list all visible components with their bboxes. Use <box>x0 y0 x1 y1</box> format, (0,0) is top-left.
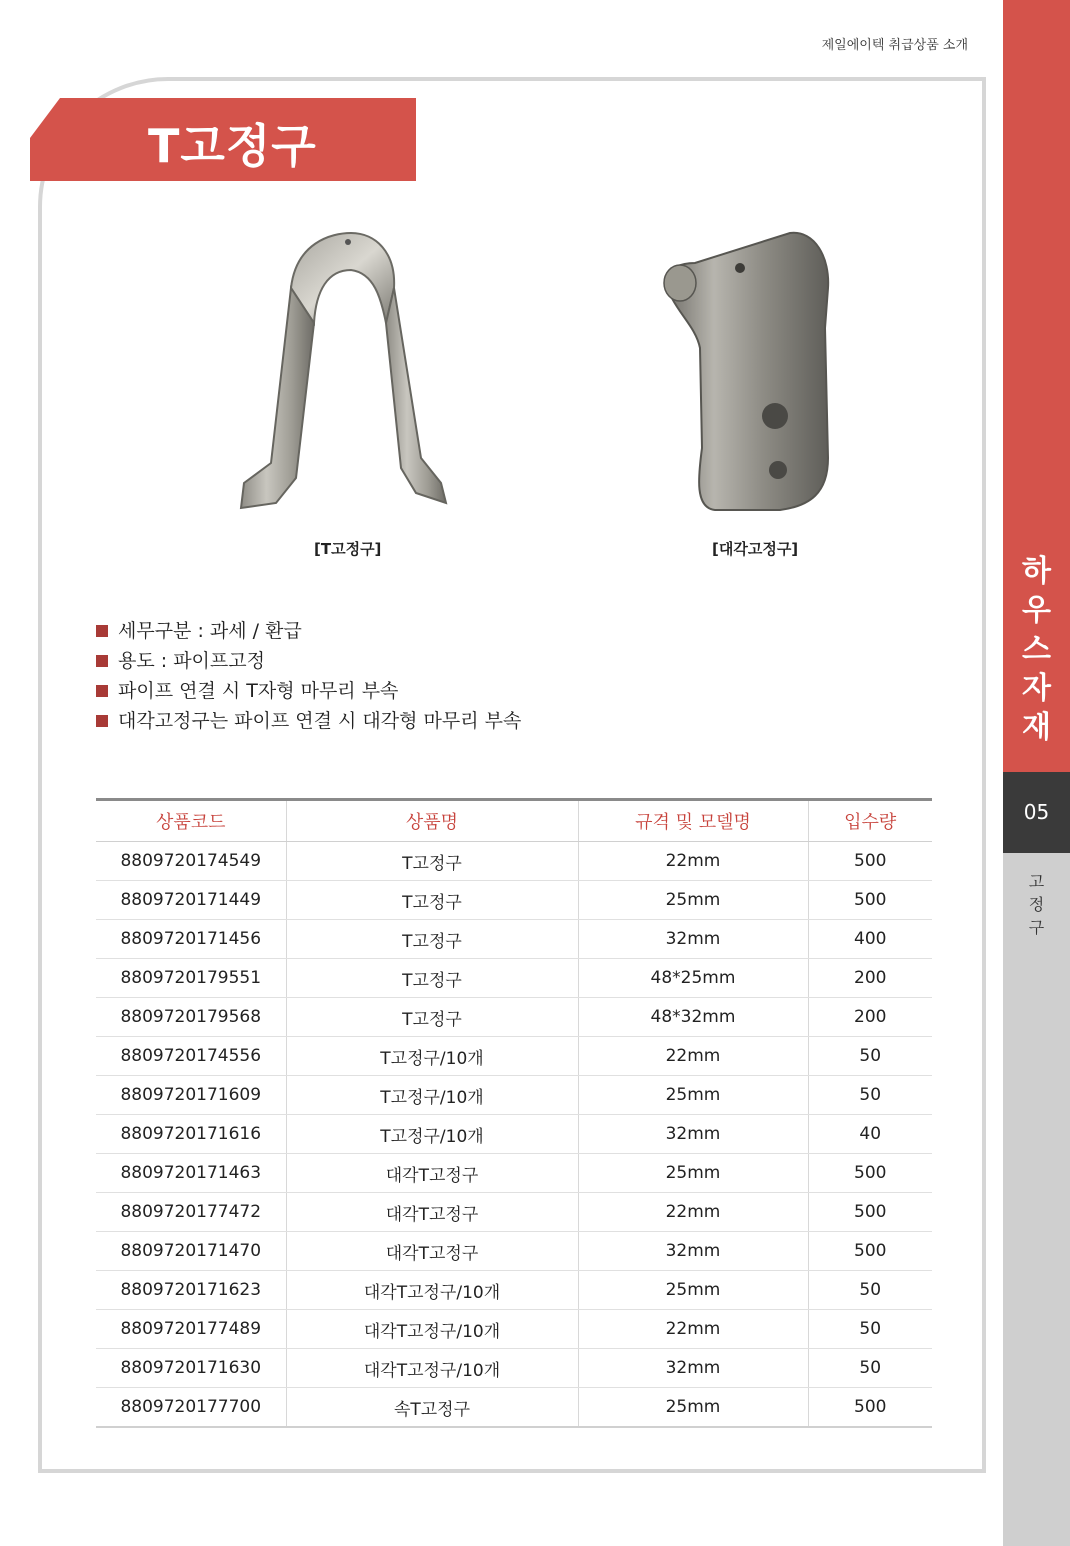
bullet-square-icon <box>96 715 108 727</box>
bullet-square-icon <box>96 685 108 697</box>
cell-name: 속T고정구 <box>286 1388 578 1428</box>
list-item-text: 용도 : 파이프고정 <box>118 650 265 672</box>
cell-code: 8809720171470 <box>96 1232 286 1271</box>
cell-name: T고정구 <box>286 998 578 1037</box>
sidebar-category-char: 스 <box>1022 632 1051 667</box>
cell-spec: 25mm <box>578 1154 808 1193</box>
cell-code: 8809720174556 <box>96 1037 286 1076</box>
cell-name: 대각T고정구/10개 <box>286 1271 578 1310</box>
cell-quantity: 200 <box>808 959 932 998</box>
cell-spec: 25mm <box>578 1076 808 1115</box>
sidebar-category-char: 자 <box>1022 671 1051 706</box>
list-item <box>96 616 521 646</box>
cell-quantity: 500 <box>808 842 932 881</box>
cell-spec: 48*25mm <box>578 959 808 998</box>
sidebar-sub-char: 고 <box>1028 872 1045 891</box>
cell-code: 8809720171616 <box>96 1115 286 1154</box>
cell-spec: 32mm <box>578 920 808 959</box>
column-header-code: 상품코드 <box>96 800 286 842</box>
cell-spec: 25mm <box>578 1271 808 1310</box>
cell-code: 8809720171623 <box>96 1271 286 1310</box>
column-header-spec: 규격 및 모델명 <box>578 800 808 842</box>
bullet-square-icon <box>96 625 108 637</box>
sidebar-sub-char: 정 <box>1028 895 1045 914</box>
cell-name: T고정구 <box>286 920 578 959</box>
cell-code: 8809720179551 <box>96 959 286 998</box>
cell-code: 8809720177472 <box>96 1193 286 1232</box>
cell-name: T고정구 <box>286 881 578 920</box>
cell-spec: 32mm <box>578 1349 808 1388</box>
cell-quantity: 50 <box>808 1310 932 1349</box>
cell-name: T고정구/10개 <box>286 1037 578 1076</box>
cell-name: T고정구/10개 <box>286 1076 578 1115</box>
table-row <box>96 920 932 959</box>
sidebar-sub-char: 구 <box>1028 918 1045 937</box>
list-item <box>96 646 521 676</box>
image-caption: [대각고정구] <box>712 540 799 558</box>
product-table <box>96 798 932 1428</box>
cell-spec: 22mm <box>578 1310 808 1349</box>
cell-name: 대각T고정구/10개 <box>286 1349 578 1388</box>
sidebar-subcategory <box>1003 870 1070 939</box>
cell-quantity: 500 <box>808 881 932 920</box>
sidebar-category-char: 하 <box>1022 554 1051 589</box>
cell-code: 8809720171609 <box>96 1076 286 1115</box>
cell-quantity: 400 <box>808 920 932 959</box>
cell-spec: 22mm <box>578 842 808 881</box>
cell-spec: 22mm <box>578 1193 808 1232</box>
table-row <box>96 1271 932 1310</box>
cell-name: 대각T고정구 <box>286 1154 578 1193</box>
t-clamp-photo <box>236 228 456 518</box>
table-row <box>96 1154 932 1193</box>
column-header-name: 상품명 <box>286 800 578 842</box>
cell-name: 대각T고정구 <box>286 1232 578 1271</box>
cell-spec: 25mm <box>578 1388 808 1428</box>
sidebar-category-char: 재 <box>1022 710 1051 745</box>
cell-quantity: 50 <box>808 1349 932 1388</box>
cell-code: 8809720177489 <box>96 1310 286 1349</box>
cell-code: 8809720171449 <box>96 881 286 920</box>
cell-name: T고정구 <box>286 959 578 998</box>
bullet-square-icon <box>96 655 108 667</box>
table-body <box>96 842 932 1428</box>
list-item-text: 대각고정구는 파이프 연결 시 대각형 마무리 부속 <box>118 710 522 732</box>
sidebar-category-char: 우 <box>1022 593 1051 628</box>
cell-code: 8809720171463 <box>96 1154 286 1193</box>
cell-code: 8809720171630 <box>96 1349 286 1388</box>
list-item <box>96 706 521 736</box>
table-row <box>96 1388 932 1428</box>
table-row <box>96 1037 932 1076</box>
cell-code: 8809720171456 <box>96 920 286 959</box>
cell-spec: 22mm <box>578 1037 808 1076</box>
list-item <box>96 676 521 706</box>
table-row <box>96 998 932 1037</box>
header-caption: 제일에이텍 취급상품 소개 <box>821 38 968 53</box>
cell-name: 대각T고정구/10개 <box>286 1310 578 1349</box>
cell-quantity: 500 <box>808 1232 932 1271</box>
list-item-text: 파이프 연결 시 T자형 마무리 부속 <box>118 680 399 702</box>
cell-spec: 32mm <box>578 1115 808 1154</box>
table-row <box>96 842 932 881</box>
cell-code: 8809720177700 <box>96 1388 286 1428</box>
cell-name: 대각T고정구 <box>286 1193 578 1232</box>
cell-name: T고정구 <box>286 842 578 881</box>
table-row <box>96 881 932 920</box>
cell-spec: 25mm <box>578 881 808 920</box>
diagonal-clamp-photo <box>660 228 840 518</box>
cell-quantity: 50 <box>808 1271 932 1310</box>
table-row <box>96 1349 932 1388</box>
cell-quantity: 500 <box>808 1154 932 1193</box>
table-row <box>96 1076 932 1115</box>
cell-name: T고정구/10개 <box>286 1115 578 1154</box>
sidebar <box>1003 0 1070 1546</box>
image-caption: [T고정구] <box>314 540 382 558</box>
column-header-quantity: 입수량 <box>808 800 932 842</box>
feature-list <box>96 616 521 736</box>
cell-quantity: 500 <box>808 1193 932 1232</box>
table-row <box>96 1115 932 1154</box>
table-row <box>96 959 932 998</box>
list-item-text: 세무구분 : 과세 / 환급 <box>118 620 302 642</box>
cell-code: 8809720174549 <box>96 842 286 881</box>
cell-quantity: 500 <box>808 1388 932 1428</box>
cell-code: 8809720179568 <box>96 998 286 1037</box>
cell-quantity: 50 <box>808 1037 932 1076</box>
table-row <box>96 1193 932 1232</box>
sidebar-category <box>1003 552 1070 747</box>
cell-quantity: 200 <box>808 998 932 1037</box>
page-title: T고정구 <box>148 119 317 173</box>
cell-spec: 32mm <box>578 1232 808 1271</box>
table-row <box>96 1310 932 1349</box>
cell-spec: 48*32mm <box>578 998 808 1037</box>
cell-quantity: 40 <box>808 1115 932 1154</box>
title-banner <box>30 98 416 181</box>
cell-quantity: 50 <box>808 1076 932 1115</box>
page-number: 05 <box>1003 772 1070 853</box>
table-header-row <box>96 800 932 842</box>
table-row <box>96 1232 932 1271</box>
